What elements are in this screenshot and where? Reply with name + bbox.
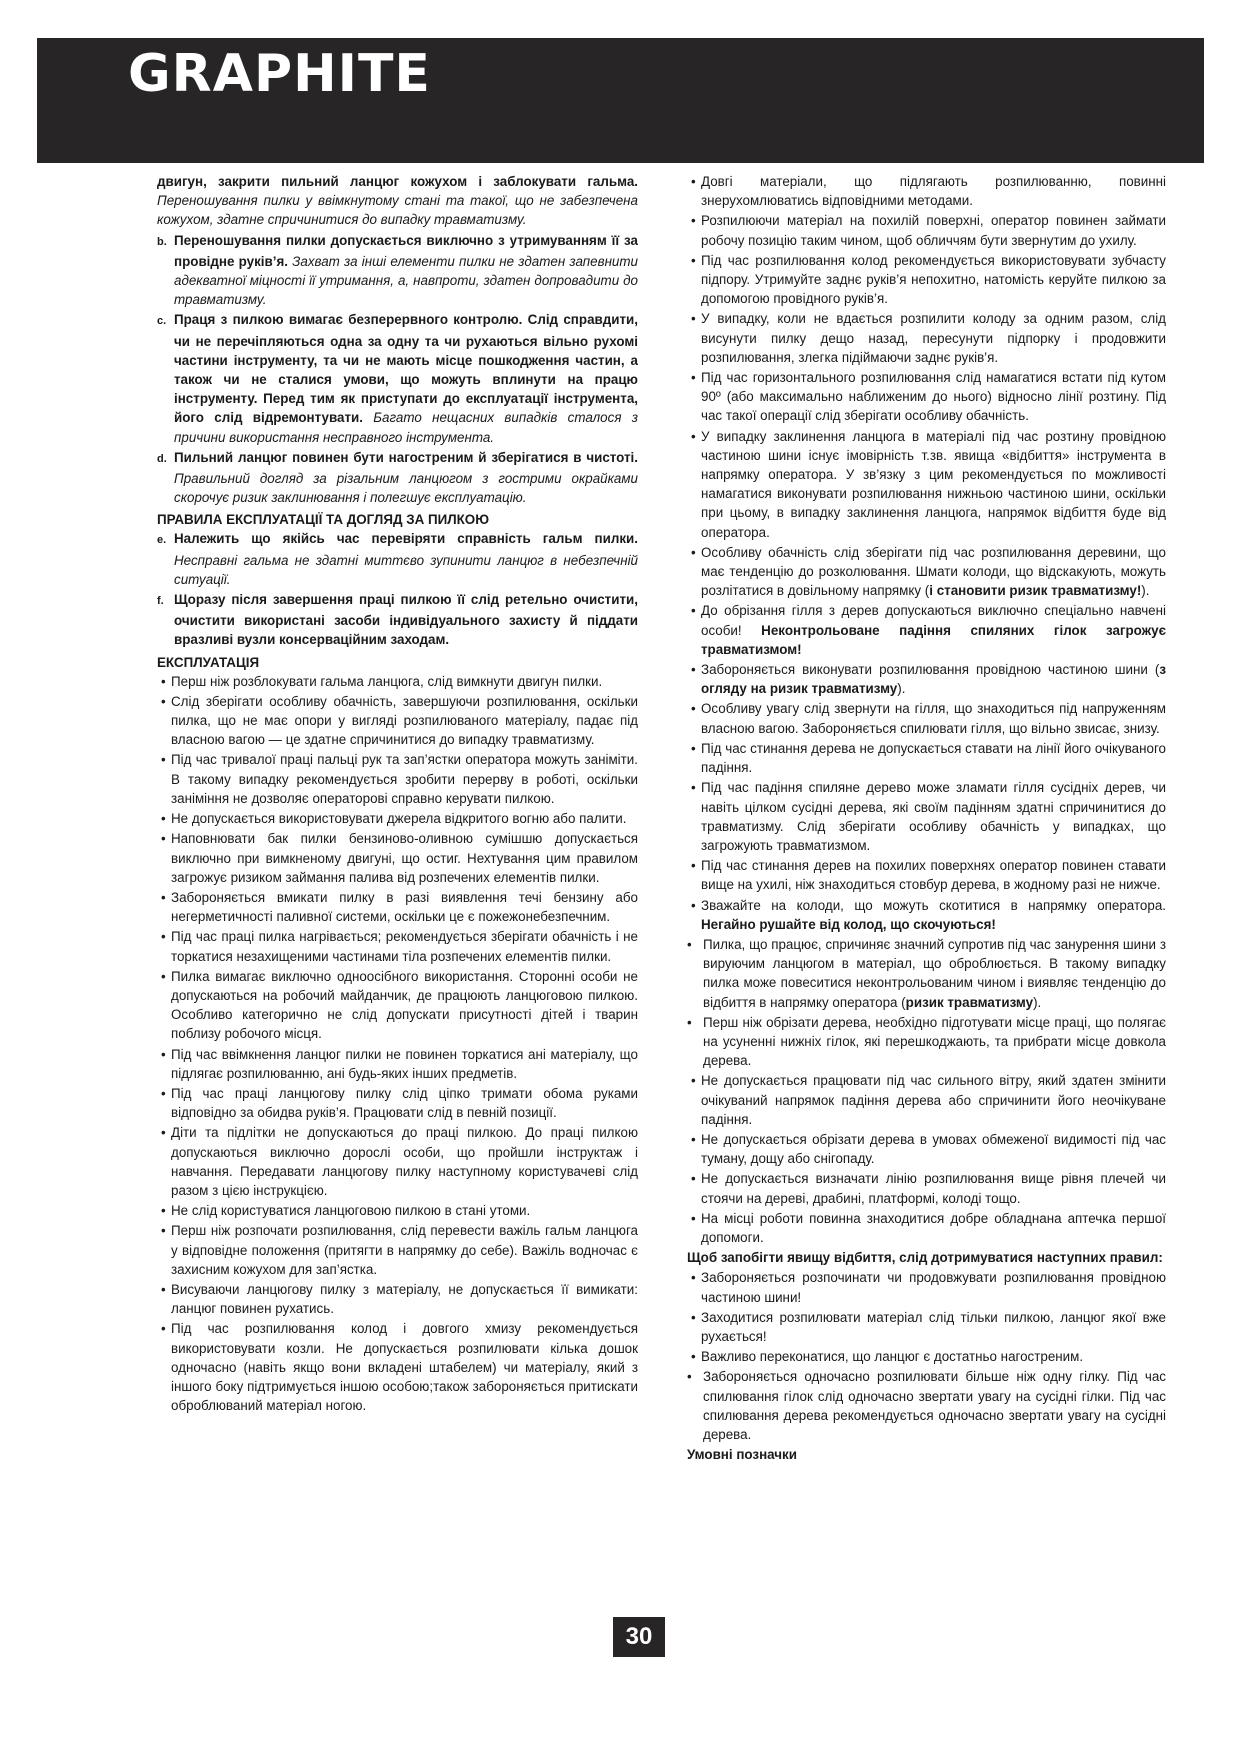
bullet-item	[687, 1268, 1166, 1306]
item-label: e.	[157, 534, 167, 547]
bullet-dot: •	[691, 780, 696, 796]
left-column	[157, 172, 638, 1416]
bullet-item	[687, 1013, 1166, 1071]
bullet-item	[157, 1201, 638, 1220]
bullet-dot: •	[161, 693, 166, 709]
bullet-text: Не допускається визначати лінію розпилювання вище рівня плечей чи стоячи на дереві, драбині, платформі, колоді тощо.	[701, 1171, 1166, 1206]
bullet-item	[687, 309, 1166, 367]
bullet-dot: •	[691, 1270, 696, 1286]
bullet-dot: •	[161, 1085, 166, 1101]
bullet-dot: •	[691, 1309, 696, 1325]
bullet-text: Під час горизонтального розпилювання слід намагатися встати під кутом 90º (або максимально наближеним до нього) відносно лінії розтину. Під час такої операції слід зберігати особливу обачність.	[701, 370, 1166, 424]
bullet-item	[157, 1084, 638, 1122]
item-italic-text: Правильний догляд за різальним ланцюгом з гострими окрайками скорочує ризик заклинювання і полегшує експлуатацію.	[174, 471, 638, 506]
bullet-item	[687, 739, 1166, 777]
bullet-text: Під час стинання дерев на похилих поверхнях оператор повинен ставати вище на ухилі, ніж знаходиться стовбур дерева, в жодному разі не нижче.	[701, 858, 1166, 893]
bullet-text: Під час тривалої праці пальці рук та зап’ястки оператора можуть заніміти. В такому випадку рекомендується зробити перерву в роботі, оскільки заніміння не дозволяє операторові справно керувати пилкою.	[171, 752, 638, 806]
bullet-text: До обрізання гілля з дерев допускаються виключно спеціально навчені особи!	[701, 603, 1166, 638]
bullet-text: Не допускається використовувати джерела відкритого вогню або палити.	[171, 811, 627, 827]
bullet-item	[687, 172, 1166, 210]
bullet-item	[157, 750, 638, 808]
bullet-item	[687, 251, 1166, 309]
bullet-item	[687, 856, 1166, 894]
lettered-item	[157, 310, 638, 446]
bullet-item	[687, 1308, 1166, 1346]
bullet-text: Перш ніж обрізати дерева, необхідно підготувати місце праці, що полягає на усуненні нижніх гілок, які перешкоджають, та прибрати місце довкола дерева.	[703, 1014, 1166, 1069]
item-label: f.	[157, 595, 164, 608]
bullet-item	[687, 427, 1166, 542]
bullet-text: ).	[897, 681, 906, 697]
bullet-dot: •	[691, 428, 696, 444]
bullet-item	[157, 1221, 638, 1279]
bullet-text: Не допускається працювати під час сильного вітру, який здатен змінити очікуваний напрямок падіння дерева або спричинити його неочікуване падіння.	[701, 1073, 1166, 1127]
bullet-text: Пилка, що працює, спричиняє значний супротив під час занурення шини з вируючим ланцюгом в матеріал, що оброблюється. В такому випадку пилка може повеситися неконтрольованим чином і виявляє тенденцію до відбиття в напрямку оператора (	[703, 936, 1166, 1010]
bullet-item	[157, 967, 638, 1044]
kickback-bullet-list	[687, 1268, 1166, 1366]
kickback-heading: Щоб запобігти явищу відбиття, слід дотримуватися наступних правил:	[687, 1250, 1163, 1266]
bullet-item	[157, 692, 638, 750]
bullet-dot: •	[691, 1131, 696, 1147]
bullet-dot: •	[691, 897, 696, 913]
bullet-text: Під час розпилювання колод рекомендується використовувати зубчасту підпору. Утримуйте заднє руків’я непохитно, натомість керуйте пилкою за допомогою провідного руків’я.	[701, 252, 1166, 307]
item-italic-text: Багато нещасних випадків сталося з причини використання несправного інструмента.	[174, 410, 638, 445]
item-label: d.	[157, 452, 167, 465]
bullet-dot: •	[691, 662, 696, 678]
bullet-item	[687, 1130, 1166, 1168]
bullet-text: Під час стинання дерева не допускається ставати на лінії його очікуваного падіння.	[701, 740, 1166, 776]
page-number: 30	[613, 1617, 665, 1657]
operation-bullet-list	[157, 672, 638, 1416]
bullet-item	[687, 1209, 1166, 1247]
bullet-text: Під час праці пилка нагрівається; рекомендується зберігати обачність і не торкатися незахищеними частинами тіла розпечених елементів пилки.	[171, 929, 638, 964]
bullet-item	[687, 935, 1166, 1012]
bullet-dot: •	[691, 858, 696, 874]
bullet-dot: •	[691, 1349, 696, 1365]
bullet-bold-text: і становити ризик травматизму!	[929, 583, 1142, 599]
bullet-text: Під час ввімкнення ланцюг пилки не повинен торкатися ані матеріалу, що підлягає розпилюванню, ані будь-яких інших предметів.	[171, 1046, 638, 1081]
bullet-dot: •	[161, 1125, 166, 1141]
bullet-item	[157, 1319, 638, 1415]
bullet-text: У випадку заклинення ланцюга в матеріалі під час розтину провідною частиною шини існує імовірність т.зв. явища «відбиття» інструмента в напрямку оператора. У зв’язку з цим рекомендується по можливості намагатися виконувати розпилювання нижньою частиною шини, оскільки при цьому, в випадку заклинення ланцюга, напрямок відбиття буде від оператора.	[701, 428, 1166, 540]
bullet-dot: •	[687, 936, 692, 952]
safety-items-list	[157, 231, 638, 508]
lettered-item	[157, 529, 638, 589]
right-bullet-list-b	[687, 935, 1166, 1070]
bullet-item	[157, 809, 638, 828]
bullet-dot: •	[691, 252, 696, 268]
bullet-dot: •	[691, 174, 696, 189]
bullet-text: Заходитися розпилювати матеріал слід тільки пилкою, ланцюг якої вже рухається!	[701, 1309, 1166, 1344]
bullet-item	[157, 672, 638, 691]
lettered-item	[157, 231, 638, 310]
bullet-dot: •	[161, 752, 166, 768]
bullet-dot: •	[691, 544, 696, 560]
bullet-item	[687, 699, 1166, 737]
right-column	[687, 172, 1166, 1465]
bullet-dot: •	[691, 1210, 696, 1226]
bullet-text: Забороняється розпочинати чи продовжувати розпилювання провідною частиною шини!	[701, 1270, 1166, 1305]
bullet-item	[687, 211, 1166, 249]
bullet-dot: •	[691, 1073, 696, 1089]
bullet-bold-text: Негайно рушайте від колод, що скочуються!	[701, 916, 996, 932]
bullet-dot: •	[691, 311, 696, 327]
bullet-text: Під час розпилювання колод і довгого хмизу рекомендується використовувати козли. Не допускається розпилювати кілька дошок одночасно (навіть якщо вони вкладені штабелем) чи матеріалу, який з іншого боку підтримується іншою особою;також забороняється притискати оброблюваний матеріал ногою.	[171, 1321, 638, 1414]
bullet-item	[687, 1347, 1166, 1366]
bullet-text: Особливу увагу слід звернути на гілля, що знаходиться під напруженням власною вагою. Забороняється спилювати гілля, що вільно звисає, знизу.	[701, 701, 1166, 736]
bullet-dot: •	[691, 740, 696, 756]
bullet-item	[687, 543, 1166, 601]
bullet-text: Важливо переконатися, що ланцюг є достатньо нагостреним.	[701, 1349, 1084, 1365]
maintenance-items-list	[157, 529, 638, 649]
item-bold-text: Належить що якійсь час перевіряти справність гальм пилки.	[174, 531, 638, 547]
bullet-text: Забороняється вмикати пилку в разі виявлення течі бензину або негерметичності паливної системи, оскільки це є пожежонебезпечним.	[171, 889, 638, 925]
bullet-dot: •	[161, 673, 166, 689]
bullet-text: На місці роботи повинна знаходитися добре обладнана аптечка першої допомоги.	[701, 1210, 1166, 1245]
kickback-last-item: • Забороняється одночасно розпилювати більше ніж одну гілку. Під час спилювання гілок слід одночасно звертати увагу на сусідні гілки. Під час спилювання дерева рекомендується одночасно звертати увагу на сусідні дерева.	[687, 1369, 1166, 1442]
bullet-item	[687, 896, 1166, 934]
right-bullet-list-c	[687, 1071, 1166, 1247]
bullet-dot: •	[161, 1281, 166, 1297]
bullet-bold-text: Неконтрольоване падіння спиляних гілок загрожує травматизмом!	[701, 622, 1166, 657]
bullet-text: Не слід користуватися ланцюговою пилкою в стані утоми.	[171, 1203, 531, 1219]
item-bold-text: Праця з пилкою вимагає безперервного контролю. Слід справдити, чи не перечіпляються одна за одну та чи рухаються вільно рухомі частини інструменту, та чи не мають місце пошкодження частин, а також чи не сталися умови, що можуть вплинути на працю інструменту. Перед тим як приступати до експлуатації інструмента, його слід відремонтувати.	[174, 312, 638, 426]
bullet-text: Особливу обачність слід зберігати під час розпилювання деревини, що має тенденцію до розколювання. Шмати колоди, що відскакують, можуть розлітатися в довільному напрямку (	[701, 544, 1166, 599]
bullet-text: Під час падіння спиляне дерево може зламати гілля сусідніх дерев, чи навіть цілком сусідні дерева, які своїм падінням здатні спричинитися до травматизму. Слід зберігати особливу обачність у випадках, що загрожують травматизмом.	[701, 780, 1166, 853]
bullet-text: ).	[1141, 583, 1150, 599]
bullet-text: Перш ніж розпочати розпилювання, слід перевести важіль гальм ланцюга у відповідне положення (притягти в напрямку до себе). Важіль водночас є захисним кожухом для зап’ястка.	[171, 1223, 638, 1277]
item-italic-text: Несправні гальма не здатні миттєво зупинити ланцюг в небезпечній ситуації.	[174, 552, 638, 587]
bullet-dot: •	[161, 968, 166, 984]
bullet-item	[687, 368, 1166, 426]
bullet-text: Пилка вимагає виключно одноосібного використання. Сторонні особи не допускаються на робочий майданчик, де працюють ланцюговою пилкою. Особливо категорично не слід допускати присутності дітей і тварин поблизу робочого місця.	[171, 968, 638, 1042]
bullet-item	[157, 829, 638, 887]
bullet-text: Слід зберігати особливу обачність, завершуючи розпилювання, оскільки пилка, що не має опори у вигляді розпилюваного матеріалу, падає під власною вагою — це здатне спричинитися до випадку травматизму.	[171, 693, 638, 748]
bullet-item	[687, 660, 1166, 698]
bullet-text: Висуваючи ланцюгову пилку з матеріалу, не допускається її вимикати: ланцюг повинен рухатись.	[171, 1281, 638, 1317]
bullet-dot: •	[161, 831, 166, 847]
bullet-dot: •	[161, 1046, 166, 1062]
right-bullet-list	[687, 172, 1166, 934]
section-heading-operation: ЕКСПЛУАТАЦІЯ	[157, 654, 260, 670]
bullet-dot: •	[161, 1321, 166, 1337]
bullet-dot: •	[687, 1369, 692, 1385]
intro-paragraph: двигун, закрити пильний ланцюг кожухом і заблокувати гальма. Переношування пилки у ввімкнутому стані та такої, що не забезпечена кожухом, здатне спричинитися до випадку травматизму.	[157, 174, 638, 228]
bullet-item	[687, 1071, 1166, 1129]
bullet-item	[687, 778, 1166, 855]
lettered-item	[157, 448, 638, 508]
bullet-item	[157, 888, 638, 926]
item-italic-text: Захват за інші елементи пилки не здатен запевнити адекватної міцності її утримання, а, навпроти, здатен допровадити до травматизму.	[174, 253, 638, 308]
lettered-item	[157, 590, 638, 650]
bullet-dot: •	[161, 811, 166, 827]
bullet-text: Довгі матеріали, що підлягають розпилюванню, повинні знерухомлюватись відповідними методами.	[701, 174, 1166, 209]
bullet-dot: •	[687, 1014, 692, 1030]
bullet-text: Розпилюючи матеріал на похилій поверхні, оператор повинен займати робочу позицію таким чином, щоб обличчям бути звернутим до ухилу.	[701, 213, 1166, 248]
bullet-dot: •	[161, 889, 166, 905]
symbols-heading: Умовні позначки	[687, 1447, 797, 1463]
bullet-dot: •	[691, 1171, 696, 1187]
bullet-item	[157, 1045, 638, 1083]
bullet-dot: •	[691, 701, 696, 717]
bullet-bold-text: з огляду на ризик травматизму	[701, 662, 1166, 697]
bullet-item	[687, 1169, 1166, 1207]
bullet-text: Не допускається обрізати дерева в умовах обмеженої видимості під час туману, дощу або снігопаду.	[701, 1131, 1166, 1167]
item-bold-text: Щоразу після завершення праці пилкою її слід ретельно очистити, очистити використані засоби індивідуального захисту й піддати вразливі вузли консерваційним заходам.	[174, 592, 638, 648]
section-heading-maintenance: ПРАВИЛА ЕКСПЛУАТАЦІЇ ТА ДОГЛЯД ЗА ПИЛКОЮ	[157, 512, 490, 528]
bullet-text: У випадку, коли не вдається розпилити колоду за одним разом, слід висунути пилку дещо назад, пересунути підпорку і продовжити розпилювання, злегка підіймаючи заднє руків’я.	[701, 311, 1166, 365]
bullet-dot: •	[691, 370, 696, 386]
brand-logo: GRAPHITE	[128, 44, 431, 104]
bullet-item	[157, 927, 638, 965]
bullet-text: Перш ніж розблокувати гальма ланцюга, слід вимкнути двигун пилки.	[171, 673, 603, 689]
item-label: b.	[157, 235, 167, 248]
bullet-text: ).	[1033, 994, 1042, 1010]
bullet-dot: •	[161, 929, 166, 945]
item-label: c.	[157, 315, 167, 328]
bullet-dot: •	[161, 1223, 166, 1239]
bullet-text: Діти та підлітки не допускаються до праці пилкою. До праці пилкою допускаються виключно дорослі особи, що пройшли інструктаж і навчання. Передавати ланцюгову пилку наступному користувачеві слід разом з цією інструкцією.	[171, 1125, 638, 1198]
bullet-text: Забороняється виконувати розпилювання провідною частиною шини (	[701, 662, 1160, 678]
bullet-dot: •	[691, 213, 696, 229]
bullet-item	[687, 601, 1166, 659]
bullet-bold-text: ризик травматизму	[905, 994, 1034, 1010]
bullet-text: Наповнювати бак пилки бензиново-оливною сумішшю допускається виключно при вимкненому двигуні, що остиг. Нехтування цим правилом загрожує ризиком займання палива від розпечених елементів пилки.	[171, 831, 638, 885]
bullet-text: Зважайте на колоди, що можуть скотитися в напрямку оператора.	[701, 897, 1166, 913]
bullet-item	[157, 1123, 638, 1200]
item-bold-text: Переношування пилки допускається виключно з утримуванням її за провідне руків’я.	[174, 232, 638, 269]
bullet-item	[157, 1280, 638, 1318]
bullet-text: Під час праці ланцюгову пилку слід ціпко тримати обома руками відповідно за обидва руків’я. Працювати слід в певній позиції.	[171, 1085, 638, 1121]
bullet-dot: •	[161, 1203, 166, 1219]
bullet-dot: •	[691, 603, 696, 619]
item-bold-text: Пильний ланцюг повинен бути нагостреним й зберігатися в чистоті.	[174, 449, 638, 465]
